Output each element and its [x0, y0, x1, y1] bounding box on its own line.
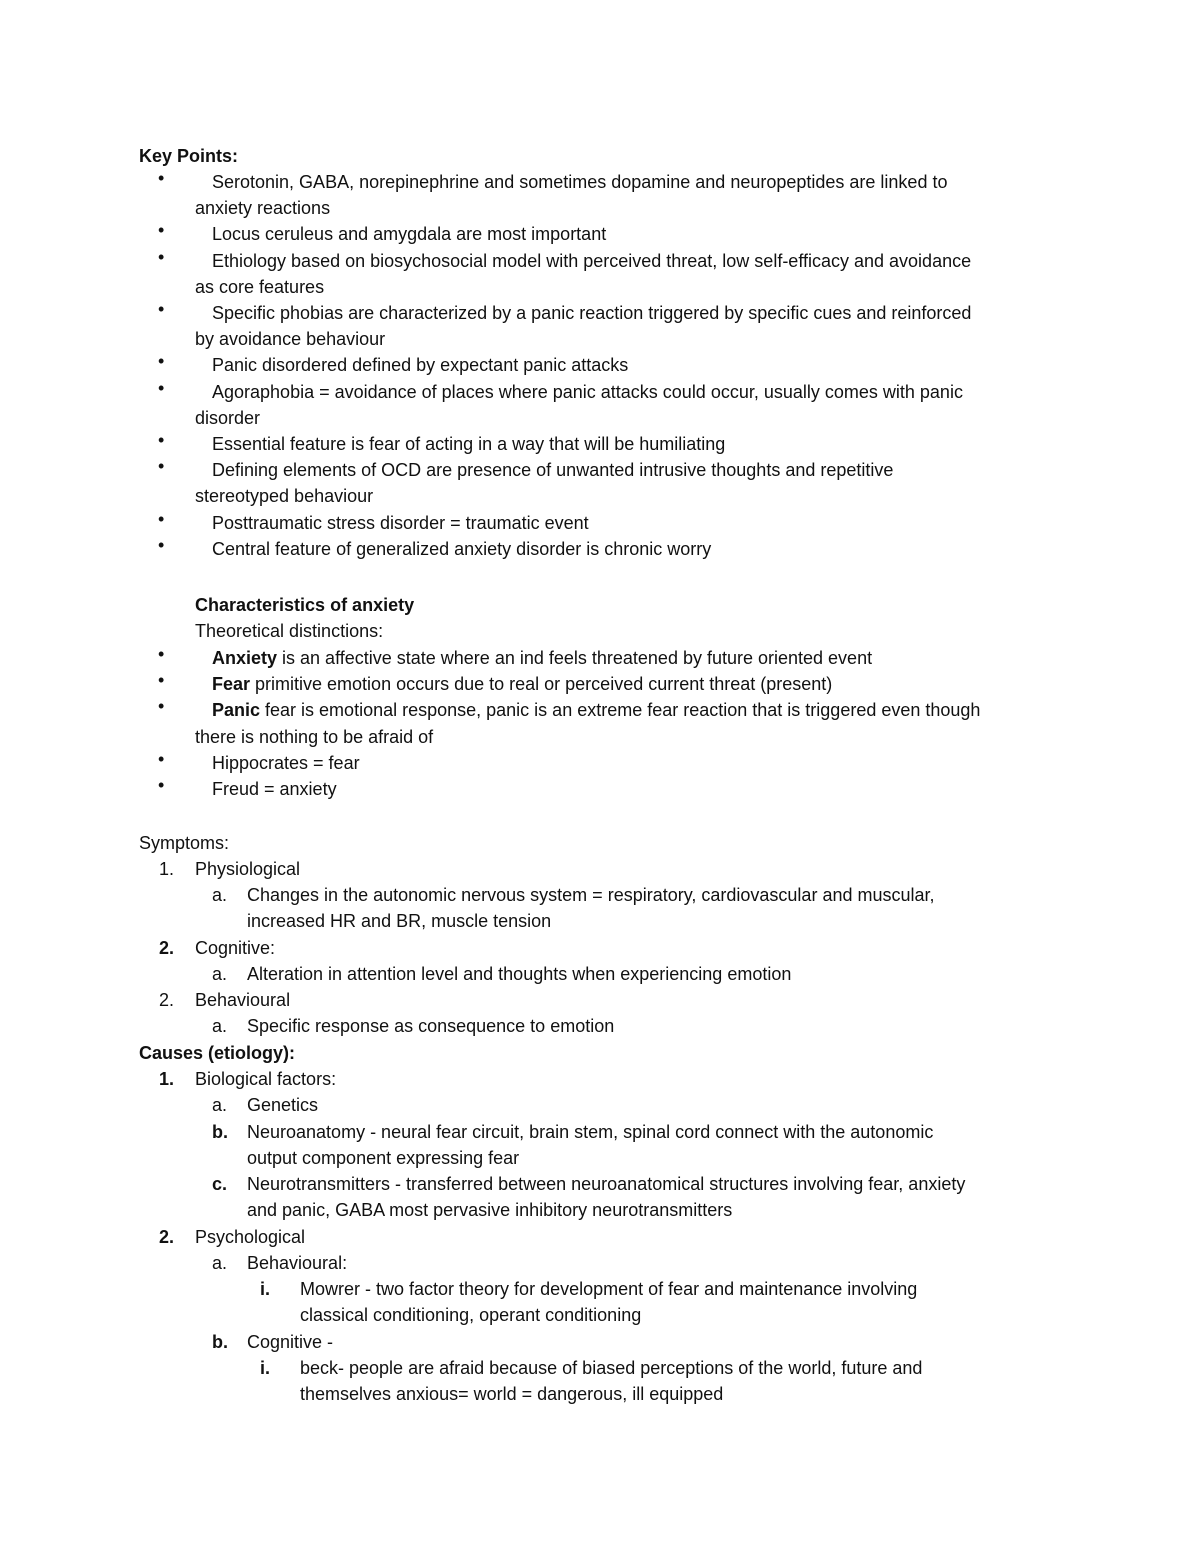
distinction-text: Hippocrates = fear [212, 752, 360, 773]
causes-heading: Causes (etiology): [139, 1043, 296, 1063]
symptom-physiological: Physiological [195, 859, 301, 879]
distinction-item [212, 671, 832, 697]
cause-neuroanatomy: Neuroanatomy - neural fear circuit, brain stem, spinal cord connect with the autonomic [247, 1122, 934, 1142]
cause-beck-cont: themselves anxious= world = dangerous, ill equipped [300, 1384, 724, 1404]
distinction-item [212, 776, 337, 802]
symptom-3a-text: Specific response as consequence to emotion [247, 1016, 615, 1036]
cause-number-1: 1. [159, 1069, 175, 1089]
cause-number-2: 2. [159, 1227, 175, 1247]
symptom-1a-text: Changes in the autonomic nervous system = respiratory, cardiovascular and muscular, [247, 885, 935, 905]
distinction-term: Panic [212, 700, 261, 721]
key-point-item: Agoraphobia = avoidance of places where panic attacks could occur, usually comes with panic [212, 381, 963, 402]
key-point-item-cont: as core features [195, 276, 325, 297]
symptom-1a-text-cont: increased HR and BR, muscle tension [247, 911, 552, 931]
cause-mowrer-cont: classical conditioning, operant conditioning [300, 1305, 642, 1325]
key-point-item: Serotonin, GABA, norepinephrine and sometimes dopamine and neuropeptides are linked to [212, 172, 948, 192]
bullet-glyph: • [158, 377, 165, 398]
cause-biological: Biological factors: [195, 1069, 337, 1089]
cause-neurotransmitters: Neurotransmitters - transferred between neuroanatomical structures involving fear, anxiety [247, 1174, 966, 1194]
bullet-glyph: • [158, 508, 165, 529]
symptoms-heading: Symptoms: [139, 833, 230, 853]
distinction-text: fear is emotional response, panic is an extreme fear reaction that is triggered even though [260, 700, 981, 721]
theoretical-distinctions-subheading: Theoretical distinctions: [195, 621, 384, 641]
cause-mowrer: Mowrer - two factor theory for development of fear and maintenance involving [300, 1279, 918, 1299]
cause-genetics: Genetics [247, 1095, 319, 1115]
bullet-glyph: • [158, 670, 165, 691]
cause-beck: beck- people are afraid because of biased perceptions of the world, future and [300, 1358, 923, 1378]
key-point-item-cont: by avoidance behaviour [195, 329, 386, 350]
cause-2ai-marker: i. [260, 1279, 271, 1299]
cause-1b-marker: b. [212, 1122, 228, 1142]
cause-2b-marker: b. [212, 1332, 228, 1352]
key-points-heading: Key Points: [139, 146, 239, 166]
symptom-number-1: 1. [159, 859, 175, 879]
key-point-item: Central feature of generalized anxiety disorder is chronic worry [212, 538, 712, 559]
bullet-glyph: • [158, 775, 165, 795]
bullet-glyph: • [158, 644, 165, 664]
bullet-glyph: • [158, 456, 165, 477]
cause-neurotransmitters-cont: and panic, GABA most pervasive inhibitory neurotransmitters [247, 1200, 733, 1220]
cause-1a-marker: a. [212, 1095, 228, 1115]
bullet-glyph: • [158, 748, 165, 769]
key-point-item: Locus ceruleus and amygdala are most important [212, 224, 607, 245]
symptom-number-2: 2. [159, 938, 175, 958]
bullet-glyph: • [158, 168, 165, 188]
bullet-glyph: • [158, 534, 165, 555]
key-point-item-cont: disorder [195, 407, 261, 428]
key-point-item: Essential feature is fear of acting in a way that will be humiliating [212, 434, 726, 454]
cause-psychological: Psychological [195, 1227, 306, 1247]
cause-cognitive: Cognitive - [247, 1332, 334, 1352]
key-point-item: Panic disordered defined by expectant panic attacks [212, 355, 629, 376]
distinction-text: is an affective state where an ind feels threatened by future oriented event [277, 648, 873, 668]
key-point-item-cont: anxiety reactions [195, 198, 331, 219]
distinction-item [212, 645, 872, 671]
distinction-item [212, 750, 360, 776]
distinction-text: primitive emotion occurs due to real or perceived current threat (present) [250, 674, 833, 695]
symptom-1a-marker: a. [212, 885, 228, 905]
distinction-item [212, 697, 980, 723]
key-point-item: Posttraumatic stress disorder = traumatic event [212, 512, 589, 533]
characteristics-heading: Characteristics of anxiety [195, 595, 415, 615]
symptom-behavioural: Behavioural [195, 990, 291, 1010]
cause-neuroanatomy-cont: output component expressing fear [247, 1148, 520, 1168]
bullet-glyph: • [158, 430, 165, 450]
distinction-term: Fear [212, 674, 251, 695]
symptom-cognitive: Cognitive: [195, 938, 276, 958]
distinction-term: Anxiety [212, 648, 278, 668]
symptom-2a-marker: a. [212, 964, 228, 984]
distinction-item-cont: there is nothing to be afraid of [195, 726, 434, 747]
bullet-glyph: • [158, 299, 165, 319]
distinction-text: Freud = anxiety [212, 779, 337, 799]
symptom-3a-marker: a. [212, 1016, 228, 1036]
key-point-item: Defining elements of OCD are presence of unwanted intrusive thoughts and repetitive [212, 460, 894, 481]
key-point-item-cont: stereotyped behaviour [195, 486, 374, 507]
key-point-item: Ethiology based on biosychosocial model with perceived threat, low self-efficacy and avoidance [212, 250, 972, 271]
cause-behavioural: Behavioural: [247, 1253, 348, 1273]
cause-2a-marker: a. [212, 1253, 228, 1273]
symptom-2a-text: Alteration in attention level and thoughts when experiencing emotion [247, 964, 792, 984]
bullet-glyph: • [158, 246, 165, 267]
key-point-item: Specific phobias are characterized by a panic reaction triggered by specific cues and reinforced [212, 303, 972, 323]
cause-2bi-marker: i. [260, 1358, 271, 1378]
symptom-number-3: 2. [159, 990, 175, 1010]
bullet-glyph: • [158, 696, 165, 717]
bullet-glyph: • [158, 220, 165, 241]
bullet-glyph: • [158, 351, 165, 372]
cause-1c-marker: c. [212, 1174, 228, 1194]
